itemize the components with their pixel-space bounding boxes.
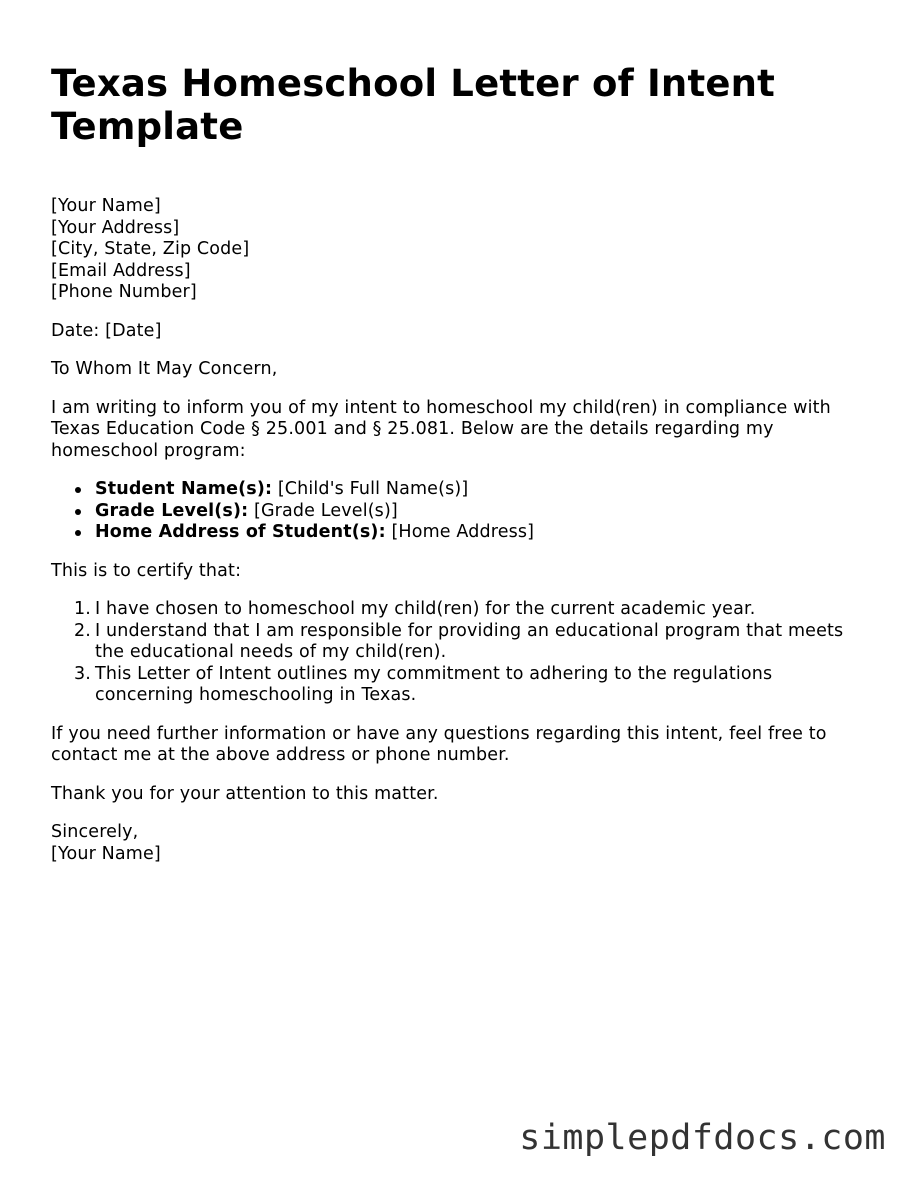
list-item (74, 620, 871, 664)
list-item (95, 522, 871, 544)
item-text: This Letter of Intent outlines my commitment to adhering to the regulations concerning homeschooling in Texas. (95, 663, 773, 705)
student-details-list (51, 479, 871, 544)
closing: Sincerely, (51, 822, 139, 842)
thanks-line: Thank you for your attention to this matter. (51, 783, 439, 804)
item-number: 2. (74, 620, 91, 641)
item-number: 1. (74, 599, 91, 619)
detail-value: [Grade Level(s)] (248, 500, 398, 521)
sender-name: [Your Name] (51, 196, 161, 216)
sender-phone: [Phone Number] (51, 282, 197, 302)
detail-label: Student Name(s): (95, 479, 273, 499)
salutation: To Whom It May Concern, (51, 359, 278, 379)
item-text: I have chosen to homeschool my child(ren) for the current academic year. (95, 599, 756, 619)
item-number: 3. (74, 663, 91, 684)
list-item (74, 599, 871, 621)
signature-block (51, 822, 871, 865)
detail-value: [Child's Full Name(s)] (272, 479, 469, 499)
list-item (74, 663, 871, 707)
page-title: Texas Homeschool Letter of Intent Template (51, 62, 776, 148)
item-text: I understand that I am responsible for providing an educational program that meets the educational needs of my child(ren). (95, 620, 844, 662)
sender-address: [Your Address] (51, 217, 180, 238)
detail-label: Home Address of Student(s): (95, 522, 386, 542)
signature-name: [Your Name] (51, 843, 161, 864)
sender-email: [Email Address] (51, 260, 191, 281)
contact-paragraph: If you need further information or have any questions regarding this intent, feel free to contact me at the above address or phone number. (51, 723, 827, 765)
watermark: simplepdfdocs.com (519, 1118, 886, 1158)
certify-intro: This is to certify that: (51, 560, 242, 581)
list-item (95, 501, 871, 523)
detail-label: Grade Level(s): (95, 500, 249, 521)
list-item (95, 479, 871, 501)
sender-city-state-zip: [City, State, Zip Code] (51, 239, 250, 259)
letter-document (51, 62, 871, 865)
date-line: Date: [Date] (51, 320, 162, 341)
intro-paragraph: I am writing to inform you of my intent to homeschool my child(ren) in compliance with Texas Education Code § 25.001 and § 25.081. Below are the details regarding my homeschool program: (51, 397, 831, 461)
certification-list (51, 599, 871, 707)
detail-value: [Home Address] (385, 522, 535, 542)
sender-address-block (51, 196, 871, 304)
